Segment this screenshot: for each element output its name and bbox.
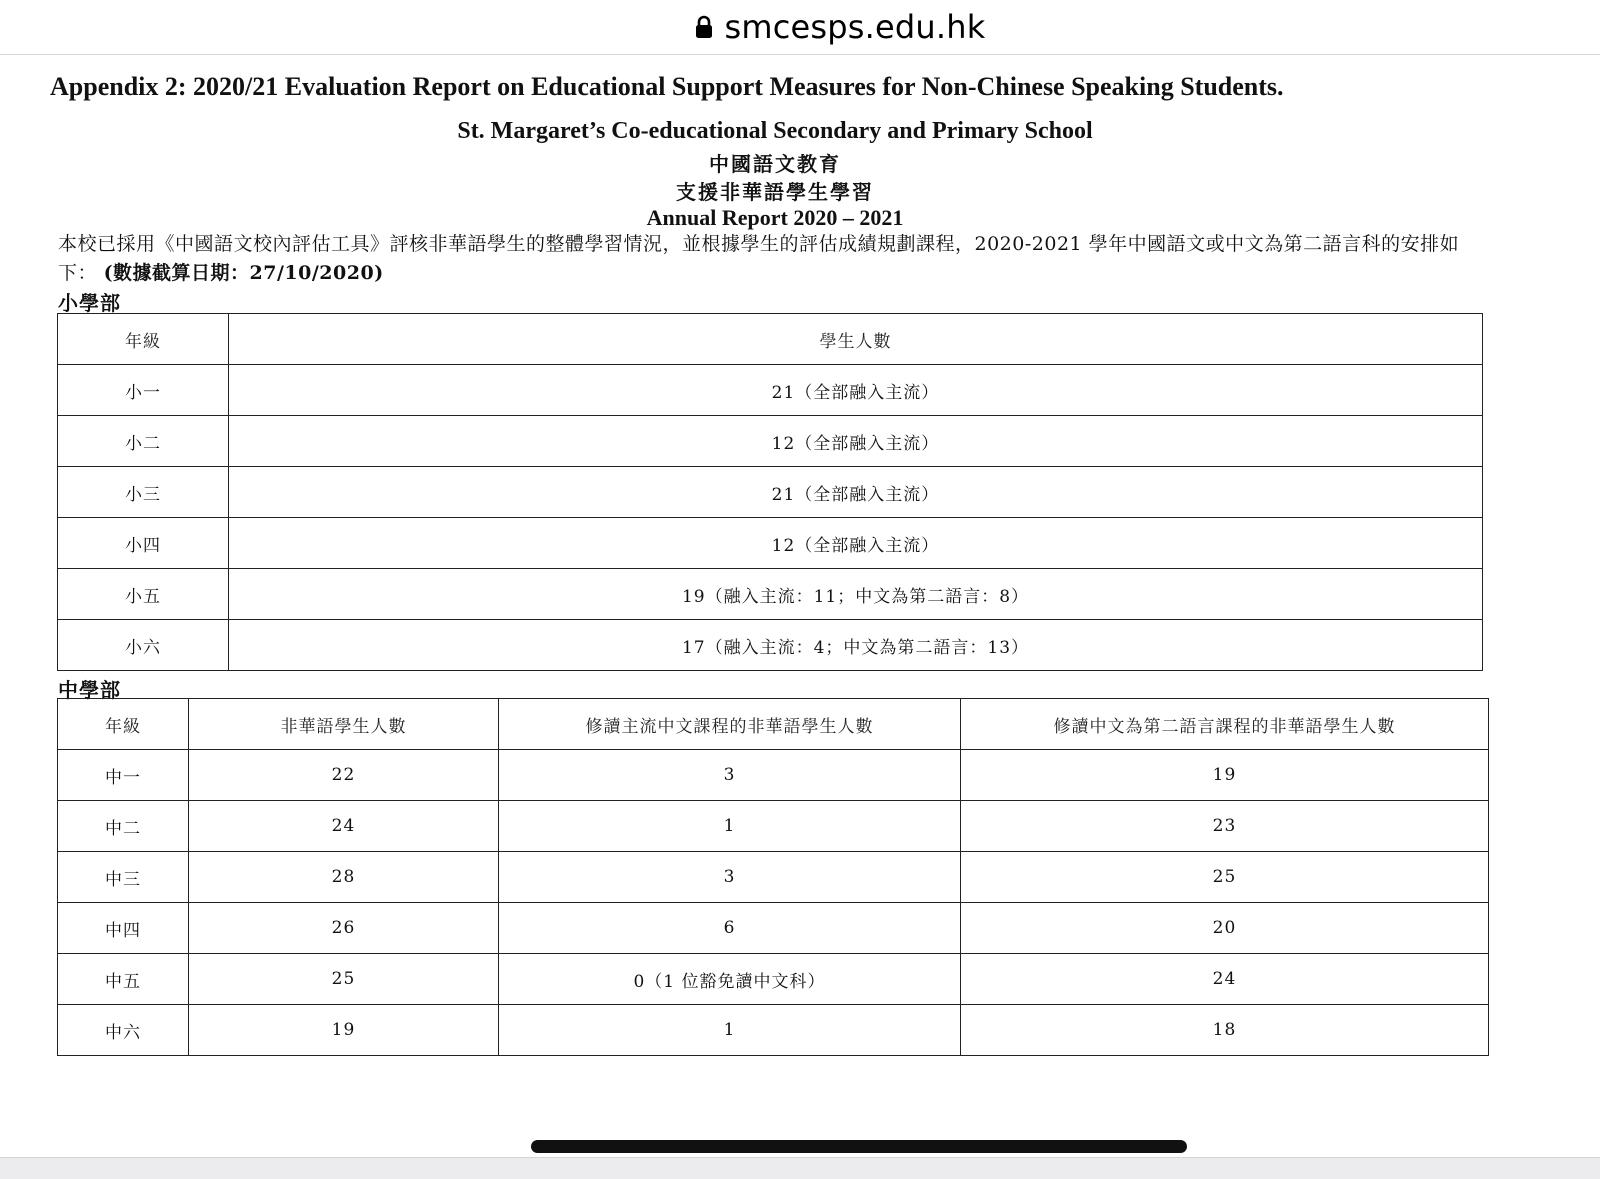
primary-section-label: 小學部 xyxy=(58,291,121,315)
header-mainstream-count: 修讀主流中文課程的非華語學生人數 xyxy=(499,699,961,750)
home-indicator-bar[interactable] xyxy=(531,1140,1187,1153)
bottom-toolbar-edge xyxy=(0,1157,1600,1179)
table-row xyxy=(58,518,1483,569)
count-cell: 12（全部融入主流） xyxy=(229,518,1483,569)
grade-cell: 中三 xyxy=(58,852,189,903)
ncs-count-cell: 25 xyxy=(189,954,499,1005)
grade-cell: 中一 xyxy=(58,750,189,801)
mainstream-count-cell: 3 xyxy=(499,750,961,801)
mainstream-count-cell: 3 xyxy=(499,852,961,903)
grade-cell: 中二 xyxy=(58,801,189,852)
table-row xyxy=(58,416,1483,467)
grade-cell: 小三 xyxy=(58,467,229,518)
table-row xyxy=(58,801,1489,852)
table-row xyxy=(58,1005,1489,1056)
grade-cell: 小一 xyxy=(58,365,229,416)
header-ncs-count: 非華語學生人數 xyxy=(189,699,499,750)
subtitle-chinese-education: 中國語文教育 xyxy=(709,152,841,176)
csl-count-cell: 24 xyxy=(961,954,1489,1005)
header-csl-count: 修讀中文為第二語言課程的非華語學生人數 xyxy=(961,699,1489,750)
ncs-count-cell: 19 xyxy=(189,1005,499,1056)
mainstream-count-cell: 1 xyxy=(499,1005,961,1056)
primary-table xyxy=(57,313,1483,671)
grade-cell: 小四 xyxy=(58,518,229,569)
header-grade: 年級 xyxy=(58,314,229,365)
table-row xyxy=(58,569,1483,620)
grade-cell: 中四 xyxy=(58,903,189,954)
count-cell: 21（全部融入主流） xyxy=(229,467,1483,518)
mainstream-count-cell: 6 xyxy=(499,903,961,954)
count-cell: 12（全部融入主流） xyxy=(229,416,1483,467)
table-row xyxy=(58,365,1483,416)
csl-count-cell: 20 xyxy=(961,903,1489,954)
subtitle-ncs-support: 支援非華語學生學習 xyxy=(676,180,874,204)
mainstream-count-cell: 0（1 位豁免讀中文科） xyxy=(499,954,961,1005)
intro-text: 本校已採用《中國語文校內評估工具》評核非華語學生的整體學習情況，並根據學生的評估成績規劃課程，2020-2021 學年中國語文或中文為第二語言科的安排如下： xyxy=(58,233,1460,284)
lock-icon xyxy=(694,15,714,39)
secondary-table xyxy=(57,698,1489,1056)
count-cell: 21（全部融入主流） xyxy=(229,365,1483,416)
csl-count-cell: 18 xyxy=(961,1005,1489,1056)
count-cell: 19（融入主流：11；中文為第二語言：8） xyxy=(229,569,1483,620)
header-student-count: 學生人數 xyxy=(229,314,1483,365)
table-row xyxy=(58,750,1489,801)
table-row xyxy=(58,620,1483,671)
grade-cell: 小六 xyxy=(58,620,229,671)
grade-cell: 中五 xyxy=(58,954,189,1005)
csl-count-cell: 19 xyxy=(961,750,1489,801)
table-row xyxy=(58,852,1489,903)
header-grade: 年級 xyxy=(58,699,189,750)
table-row xyxy=(58,954,1489,1005)
address-content[interactable] xyxy=(694,8,985,46)
secondary-section-label: 中學部 xyxy=(58,678,121,702)
address-domain[interactable]: smcesps.edu.hk xyxy=(724,8,986,46)
intro-date: (數據截算日期：27/10/2020) xyxy=(103,262,384,284)
table-header-row xyxy=(58,314,1483,365)
browser-address-bar[interactable] xyxy=(0,0,1600,55)
table-row xyxy=(58,903,1489,954)
table-header-row xyxy=(58,699,1489,750)
appendix-title: Appendix 2: 2020/21 Evaluation Report on Educational Support Measures for Non-Chinese Speaking Students. xyxy=(50,72,1284,101)
school-name: St. Margaret’s Co-educational Secondary and Primary School xyxy=(457,118,1093,144)
annual-report-title: Annual Report 2020 – 2021 xyxy=(646,205,904,230)
ncs-count-cell: 22 xyxy=(189,750,499,801)
table-row xyxy=(58,467,1483,518)
grade-cell: 中六 xyxy=(58,1005,189,1056)
count-cell: 17（融入主流：4；中文為第二語言：13） xyxy=(229,620,1483,671)
intro-paragraph xyxy=(58,230,1498,288)
csl-count-cell: 23 xyxy=(961,801,1489,852)
ncs-count-cell: 28 xyxy=(189,852,499,903)
mainstream-count-cell: 1 xyxy=(499,801,961,852)
grade-cell: 小五 xyxy=(58,569,229,620)
ncs-count-cell: 24 xyxy=(189,801,499,852)
ncs-count-cell: 26 xyxy=(189,903,499,954)
grade-cell: 小二 xyxy=(58,416,229,467)
csl-count-cell: 25 xyxy=(961,852,1489,903)
